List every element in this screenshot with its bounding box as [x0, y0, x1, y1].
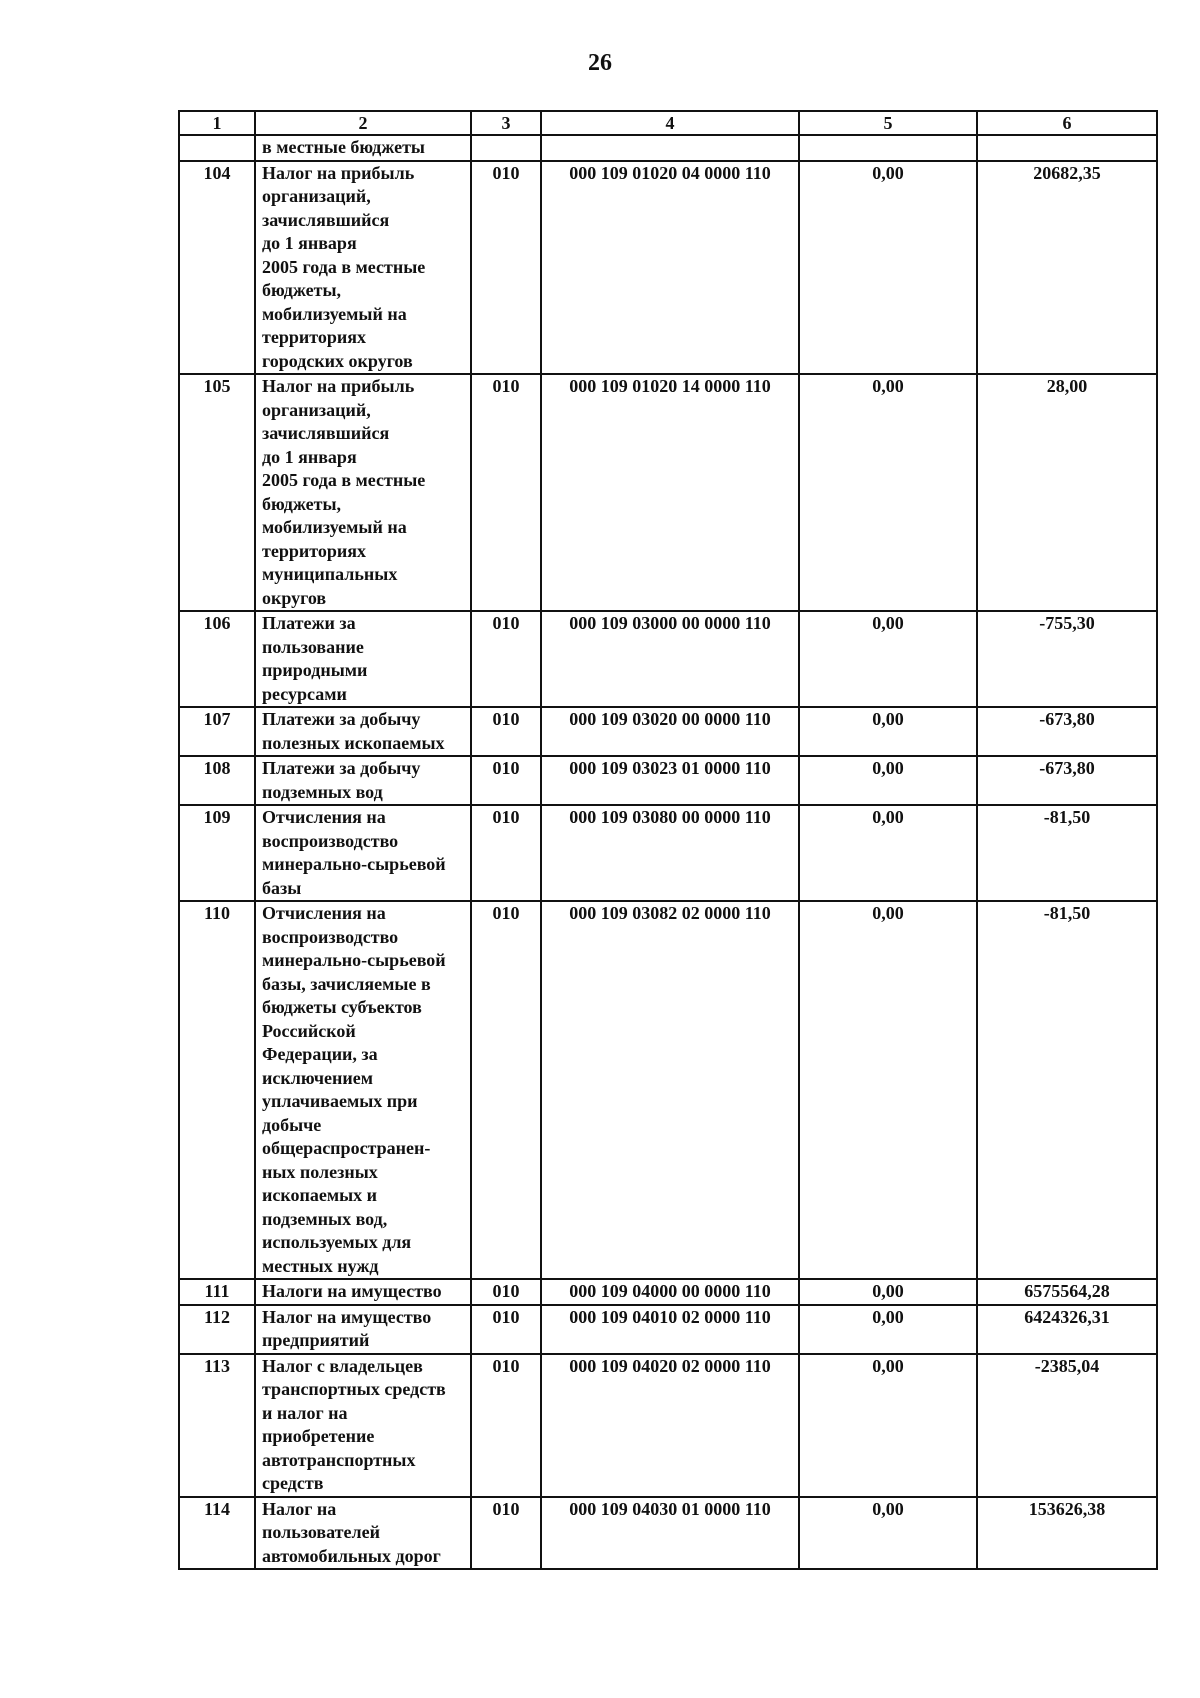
table-row [179, 161, 1157, 375]
row-name-line: используемых для [262, 1232, 412, 1252]
row-name-line: добыче [262, 1114, 322, 1135]
row-code: 000 109 04000 00 0000 110 [541, 1279, 799, 1305]
header-col-1: 1 [179, 111, 255, 135]
row-name-line: организаций, [262, 186, 371, 206]
row-name: в местные бюджеты [255, 135, 471, 161]
row-col3: 010 [471, 1497, 541, 1570]
row-name-line: территориях [262, 540, 366, 561]
header-col-3: 3 [471, 111, 541, 135]
row-name [255, 374, 471, 611]
row-number: 108 [179, 756, 255, 805]
budget-table [178, 110, 1158, 1570]
row-col6: -2385,04 [977, 1354, 1157, 1497]
row-number: 109 [179, 805, 255, 901]
row-code: 000 109 03023 01 0000 110 [541, 756, 799, 805]
row-col5: 0,00 [799, 1305, 977, 1354]
row-name-line: Налог с владельцев [262, 1355, 423, 1376]
row-name-line: Платежи за [262, 613, 356, 633]
row-name-line: пользователей [262, 1522, 380, 1542]
row-name [255, 611, 471, 707]
row-name-line: зачислявшийся [262, 209, 390, 230]
row-col6: -673,80 [977, 707, 1157, 756]
row-col5: 0,00 [799, 756, 977, 805]
row-col6: -673,80 [977, 756, 1157, 805]
row-name [255, 901, 471, 1279]
row-name-line: муниципальных [262, 564, 398, 584]
row-name-line: воспроизводство [262, 830, 399, 851]
row-name-line: Налоги на имущество [262, 1281, 442, 1301]
row-col5 [799, 135, 977, 161]
table-row [179, 1305, 1157, 1354]
row-name-line: пользование [262, 636, 364, 657]
row-name-line: округов [262, 587, 327, 608]
table-row [179, 374, 1157, 611]
table-row [179, 1354, 1157, 1497]
row-col3: 010 [471, 1279, 541, 1305]
table-row [179, 1279, 1157, 1305]
row-name-line: местных нужд [262, 1255, 379, 1276]
table-row [179, 611, 1157, 707]
row-col6: -755,30 [977, 611, 1157, 707]
row-col5: 0,00 [799, 1497, 977, 1570]
table-row [179, 901, 1157, 1279]
table-row [179, 1497, 1157, 1570]
row-code: 000 109 04020 02 0000 110 [541, 1354, 799, 1497]
row-name-line: Российской [262, 1020, 356, 1041]
row-name-line: до 1 января [262, 446, 357, 467]
row-col5: 0,00 [799, 374, 977, 611]
row-name-line: организаций, [262, 399, 371, 420]
row-col3: 010 [471, 374, 541, 611]
row-col3: 010 [471, 901, 541, 1279]
row-col3: 010 [471, 161, 541, 375]
row-col3: 010 [471, 1354, 541, 1497]
row-code: 000 109 03082 02 0000 110 [541, 901, 799, 1279]
row-name-line: минерально-сырьевой [262, 854, 446, 874]
row-col5: 0,00 [799, 161, 977, 375]
header-col-4: 4 [541, 111, 799, 135]
row-name-line: воспроизводство [262, 926, 399, 947]
row-col6: -81,50 [977, 805, 1157, 901]
row-name-line: средств [262, 1473, 324, 1493]
row-name-line: транспортных средств [262, 1379, 446, 1399]
table-body [179, 135, 1157, 1569]
row-name-line: Налог на прибыль [262, 162, 415, 183]
row-name-line: Платежи за добычу [262, 758, 421, 778]
row-number: 110 [179, 901, 255, 1279]
row-number [179, 135, 255, 161]
row-col6: 28,00 [977, 374, 1157, 611]
header-col-6: 6 [977, 111, 1157, 135]
row-name-line: мобилизуемый на [262, 303, 407, 324]
row-code: 000 109 03080 00 0000 110 [541, 805, 799, 901]
row-number: 107 [179, 707, 255, 756]
row-name-line: подземных вод, [262, 1208, 388, 1229]
row-name [255, 805, 471, 901]
row-col3: 010 [471, 707, 541, 756]
table-row [179, 756, 1157, 805]
row-col3: 010 [471, 805, 541, 901]
row-number: 105 [179, 374, 255, 611]
row-col5: 0,00 [799, 901, 977, 1279]
row-name-line: ресурсами [262, 683, 347, 704]
table-header-row [179, 111, 1157, 135]
row-name-line: автотранспортных [262, 1449, 416, 1470]
row-name-line: Отчисления на [262, 903, 386, 923]
row-number: 113 [179, 1354, 255, 1497]
row-col6: 20682,35 [977, 161, 1157, 375]
row-name-line: полезных ископаемых [262, 732, 445, 753]
row-name [255, 1497, 471, 1570]
row-name-line: бюджеты, [262, 493, 342, 514]
row-name [255, 161, 471, 375]
row-name-line: Платежи за добычу [262, 709, 421, 729]
row-code: 000 109 03000 00 0000 110 [541, 611, 799, 707]
row-name-line: бюджеты, [262, 280, 342, 300]
row-name-line: 2005 года в местные [262, 256, 426, 277]
row-name-line: Налог на имущество [262, 1306, 432, 1327]
row-code: 000 109 01020 14 0000 110 [541, 374, 799, 611]
row-code: 000 109 03020 00 0000 110 [541, 707, 799, 756]
row-name [255, 707, 471, 756]
row-name-line: автомобильных дорог [262, 1545, 441, 1566]
row-col6: 153626,38 [977, 1497, 1157, 1570]
row-name [255, 756, 471, 805]
row-name-line: бюджеты субъектов [262, 997, 422, 1017]
row-name-line: до 1 января [262, 233, 357, 253]
row-name-line: территориях [262, 327, 366, 347]
row-number: 104 [179, 161, 255, 375]
header-col-2: 2 [255, 111, 471, 135]
row-col5: 0,00 [799, 805, 977, 901]
row-name [255, 1305, 471, 1354]
row-name-line: исключением [262, 1067, 374, 1088]
row-name-line: ископаемых и [262, 1185, 378, 1205]
table-row [179, 805, 1157, 901]
row-name-line: подземных вод [262, 781, 383, 802]
row-code: 000 109 04030 01 0000 110 [541, 1497, 799, 1570]
row-col3: 010 [471, 756, 541, 805]
row-name-line: Налог на прибыль [262, 376, 415, 396]
row-number: 106 [179, 611, 255, 707]
row-name-line: зачислявшийся [262, 423, 390, 443]
row-name-line: общераспространен- [262, 1138, 431, 1158]
row-name-line: Федерации, за [262, 1044, 378, 1064]
row-name-line: минерально-сырьевой [262, 950, 446, 970]
continuation-row [179, 135, 1157, 161]
row-col5: 0,00 [799, 1279, 977, 1305]
table-row [179, 707, 1157, 756]
row-name-line: 2005 года в местные [262, 470, 426, 490]
row-name-line: базы [262, 877, 302, 898]
row-number: 111 [179, 1279, 255, 1305]
header-col-5: 5 [799, 111, 977, 135]
row-name [255, 1279, 471, 1305]
row-number: 112 [179, 1305, 255, 1354]
row-col3 [471, 135, 541, 161]
row-col5: 0,00 [799, 1354, 977, 1497]
row-name-line: базы, зачисляемые в [262, 973, 431, 994]
row-code: 000 109 04010 02 0000 110 [541, 1305, 799, 1354]
row-code [541, 135, 799, 161]
row-name-line: приобретение [262, 1426, 375, 1446]
row-col6: 6575564,28 [977, 1279, 1157, 1305]
row-name-line: Налог на [262, 1498, 337, 1519]
row-name-line: ных полезных [262, 1161, 378, 1182]
row-name-line: уплачиваемых при [262, 1091, 418, 1111]
row-name-line: предприятий [262, 1330, 370, 1350]
row-name [255, 1354, 471, 1497]
row-col6 [977, 135, 1157, 161]
row-name-line: Отчисления на [262, 807, 386, 827]
row-name-line: городских округов [262, 350, 413, 371]
page-number: 26 [588, 50, 612, 76]
row-col3: 010 [471, 1305, 541, 1354]
row-col5: 0,00 [799, 611, 977, 707]
row-col3: 010 [471, 611, 541, 707]
row-code: 000 109 01020 04 0000 110 [541, 161, 799, 375]
row-col5: 0,00 [799, 707, 977, 756]
row-col6: 6424326,31 [977, 1305, 1157, 1354]
row-number: 114 [179, 1497, 255, 1570]
row-name-line: природными [262, 660, 368, 680]
row-name-line: и налог на [262, 1402, 348, 1423]
row-name-line: мобилизуемый на [262, 517, 407, 537]
row-col6: -81,50 [977, 901, 1157, 1279]
